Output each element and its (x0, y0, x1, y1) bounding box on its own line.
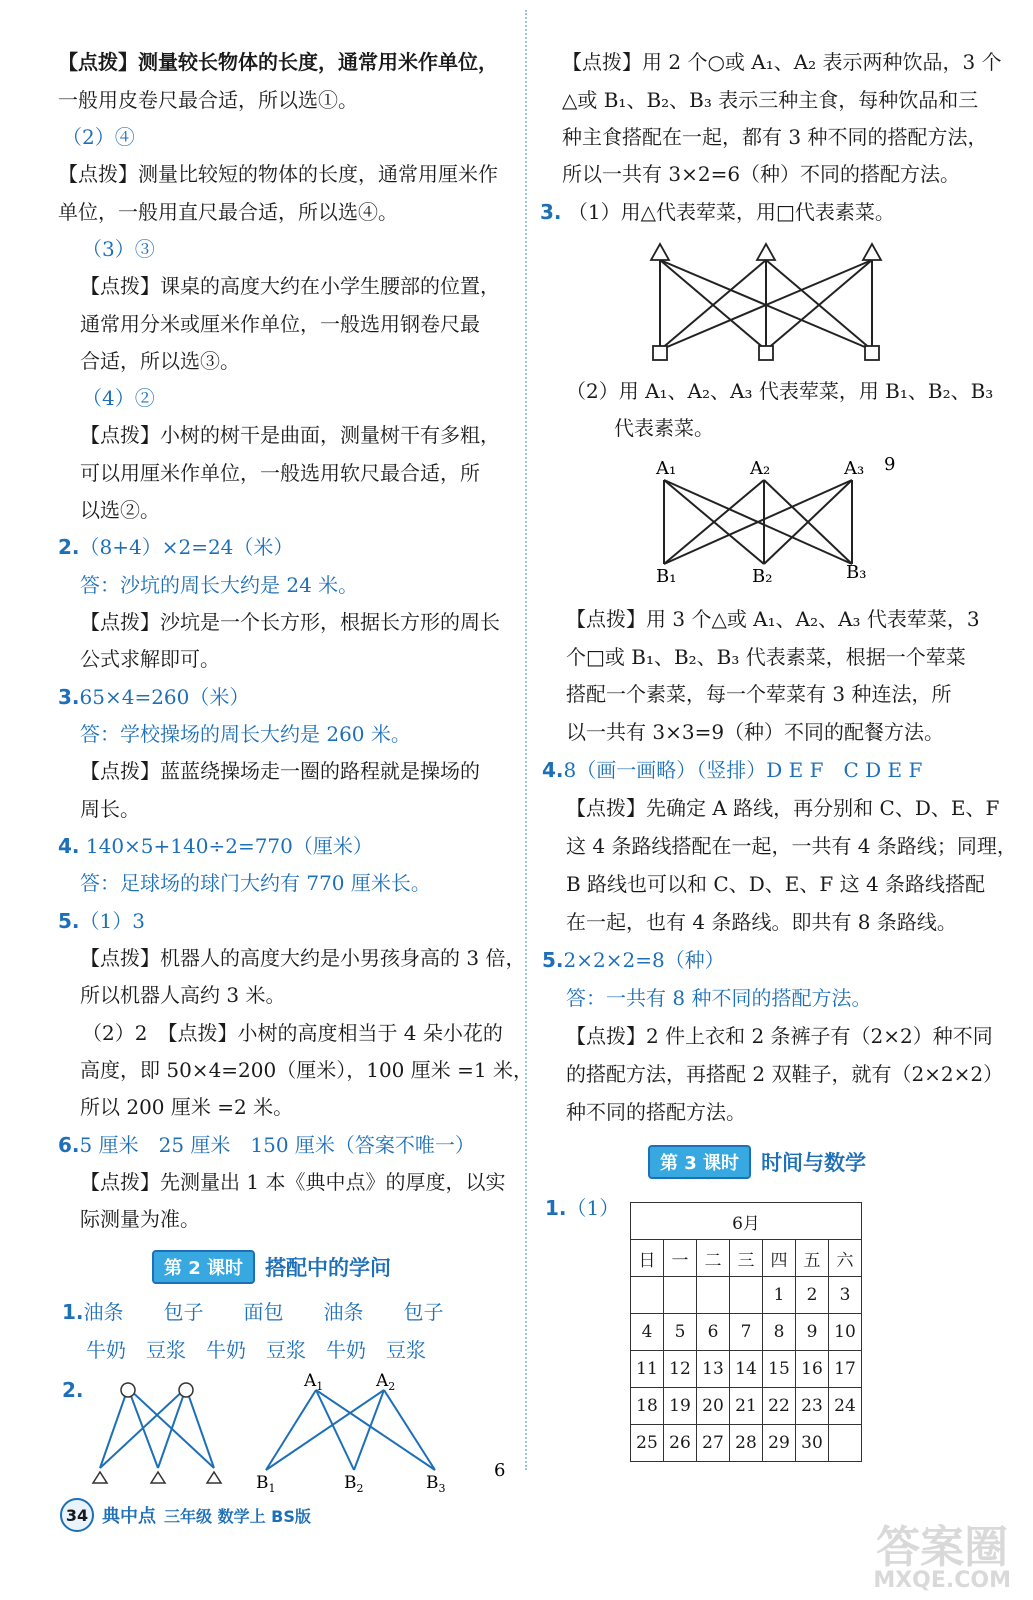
triangle-icon (151, 1472, 165, 1483)
calendar-day: 3 (829, 1277, 862, 1314)
text-line: 代表素菜。 (614, 416, 714, 440)
text-line: 种不同的搭配方法。 (566, 1100, 746, 1124)
calendar-day: 29 (763, 1425, 796, 1462)
lesson-2-heading (152, 1250, 391, 1284)
text-line: 【点拨】用 3 个△或 A₁、A₂、A₃ 代表荤菜，3 (566, 607, 980, 631)
text-line: 高度，即 50×4=200（厘米），100 厘米 =1 米， (80, 1058, 533, 1082)
calendar-week (631, 1388, 862, 1425)
weekday-header: 二 (697, 1240, 730, 1277)
text-line: 搭配一个素菜，每一个荤菜有 3 种连法，所 (566, 682, 952, 706)
calendar-month: 6月 (631, 1203, 862, 1240)
question-3: 3.65×4=260（米） (58, 685, 250, 709)
text-line: 【点拨】先确定 A 路线，再分别和 C、D、E、F (566, 796, 1000, 820)
weekday-header: 一 (664, 1240, 697, 1277)
text-line: 【点拨】小树的树干是曲面，测量树干有多粗， (80, 423, 500, 447)
count-six: 6 (494, 1460, 506, 1481)
text-line: 所以机器人高约 3 米。 (80, 983, 286, 1007)
question-4: 4. 140×5+140÷2=770（厘米） (58, 834, 373, 858)
calendar-day (664, 1277, 697, 1314)
calendar-day: 7 (730, 1314, 763, 1351)
answer-line: （4）② (82, 386, 155, 410)
june-calendar (630, 1202, 862, 1462)
watermark: 答案圈 MXQE.COM (873, 1522, 1011, 1593)
calendar-day (631, 1277, 664, 1314)
label-a1: A₁ (656, 458, 677, 479)
square-icon (759, 346, 773, 360)
calendar-day: 19 (664, 1388, 697, 1425)
text-line: 【点拨】用 2 个○或 A₁、A₂ 表示两种饮品，3 个 (562, 50, 1002, 74)
answer-line: 答：沙坑的周长大约是 24 米。 (80, 573, 359, 597)
answer-line: 答：足球场的球门大约有 770 厘米长。 (80, 871, 431, 895)
veg-pairing-diagram (640, 240, 890, 365)
calendar-day: 9 (796, 1314, 829, 1351)
question-6: 6.5 厘米 25 厘米 150 厘米（答案不唯一） (58, 1133, 475, 1157)
calendar-day: 17 (829, 1351, 862, 1388)
lesson-badge: 第 3 课时 (648, 1145, 751, 1179)
label-b1: B₁ (656, 566, 677, 587)
text-line: 【点拨】先测量出 1 本《典中点》的厚度，以实 (80, 1170, 506, 1194)
calendar-day: 2 (796, 1277, 829, 1314)
text-line: 公式求解即可。 (80, 647, 220, 671)
triangle-icon (863, 244, 881, 260)
text-line: 在一起，也有 4 条路线。即共有 8 条路线。 (566, 910, 957, 934)
square-icon (653, 346, 667, 360)
label-b3: B₃ (846, 562, 867, 583)
calendar-day: 25 (631, 1425, 664, 1462)
text-line: 【点拨】2 件上衣和 2 条裤子有（2×2）种不同 (566, 1024, 993, 1048)
page-number: 34 (60, 1498, 94, 1532)
ab-pairing-diagram (640, 448, 910, 588)
text-line: 单位，一般用直尺最合适，所以选④。 (58, 200, 398, 224)
lesson2-q1-row2: 牛奶 豆浆 牛奶 豆浆 牛奶 豆浆 (86, 1338, 426, 1362)
text-line: 的搭配方法，再搭配 2 双鞋子，就有（2×2×2） (566, 1062, 1004, 1086)
text-line: △或 B₁、B₂、B₃ 表示三种主食，每种饮品和三 (562, 88, 979, 112)
lesson-3-heading (648, 1145, 866, 1179)
text-line: 【点拨】测量较长物体的长度，通常用米作单位， (58, 50, 498, 74)
text-line: B 路线也可以和 C、D、E、F 这 4 条路线搭配 (566, 872, 986, 896)
calendar-day: 21 (730, 1388, 763, 1425)
label-b2: $B_2$ (344, 1473, 364, 1495)
question-5: 5.2×2×2=8（种） (542, 948, 725, 972)
label-b3: $B_3$ (426, 1473, 446, 1495)
text-line: 【点拨】课桌的高度大约在小学生腰部的位置， (80, 274, 500, 298)
weekday-header: 日 (631, 1240, 664, 1277)
text-line: 【点拨】测量比较短的物体的长度，通常用厘米作 (58, 162, 498, 186)
text-line: 一般用皮卷尺最合适，所以选①。 (58, 88, 358, 112)
brand-logo: 典中点 (102, 1506, 156, 1527)
calendar-day: 16 (796, 1351, 829, 1388)
label-a2: $A_2$ (376, 1371, 396, 1393)
calendar-day: 4 (631, 1314, 664, 1351)
text-line: 【点拨】沙坑是一个长方形，根据长方形的周长 (80, 610, 500, 634)
text-line: 【点拨】机器人的高度大约是小男孩身高的 3 倍， (80, 946, 526, 970)
calendar-day: 30 (796, 1425, 829, 1462)
calendar-week (631, 1314, 862, 1351)
calendar-day: 6 (697, 1314, 730, 1351)
calendar-day: 13 (697, 1351, 730, 1388)
triangle-icon (207, 1472, 221, 1483)
calendar-week (631, 1351, 862, 1388)
pairing-diagram-left (80, 1368, 530, 1498)
label-a2: A₂ (750, 458, 771, 479)
calendar-day (829, 1425, 862, 1462)
answer-line: （2）④ (62, 125, 135, 149)
weekday-header: 六 (829, 1240, 862, 1277)
weekday-header: 五 (796, 1240, 829, 1277)
calendar-day (697, 1277, 730, 1314)
text-line: 可以用厘米作单位，一般选用软尺最合适，所 (80, 461, 480, 485)
calendar-day: 27 (697, 1425, 730, 1462)
square-icon (865, 346, 879, 360)
text-line: 这 4 条路线搭配在一起，一共有 4 条路线；同理， (566, 834, 1017, 858)
text-line: 所以 200 厘米 =2 米。 (80, 1095, 294, 1119)
calendar-day: 24 (829, 1388, 862, 1425)
calendar-week (631, 1277, 862, 1314)
calendar-day: 18 (631, 1388, 664, 1425)
calendar-day (730, 1277, 763, 1314)
text-line: 以选②。 (80, 498, 160, 522)
label-b1: $B_1$ (256, 1473, 276, 1495)
triangle-icon (651, 244, 669, 260)
calendar-week (631, 1425, 862, 1462)
question-4: 4.8（画一画略）（竖排）D E F C D E F (542, 758, 923, 782)
count-nine: 9 (884, 454, 896, 475)
calendar-day: 15 (763, 1351, 796, 1388)
book-info: 三年级 数学上 BS版 (164, 1506, 311, 1526)
page-footer (60, 1498, 311, 1532)
lesson-title: 时间与数学 (761, 1151, 867, 1175)
calendar-day: 12 (664, 1351, 697, 1388)
text-line: 【点拨】蓝蓝绕操场走一圈的路程就是操场的 (80, 759, 480, 783)
lesson-title: 搭配中的学问 (265, 1256, 392, 1280)
circle-icon (121, 1383, 135, 1397)
text-line: （2）用 A₁、A₂、A₃ 代表荤菜，用 B₁、B₂、B₃ (566, 379, 994, 403)
calendar-day: 23 (796, 1388, 829, 1425)
lesson3-q1: 1.（1） (545, 1196, 620, 1220)
calendar-day: 10 (829, 1314, 862, 1351)
calendar-day: 1 (763, 1277, 796, 1314)
weekday-header: 四 (763, 1240, 796, 1277)
calendar-day: 22 (763, 1388, 796, 1425)
lesson2-q1-row1: 1.油条 包子 面包 油条 包子 (62, 1300, 444, 1324)
calendar-day: 20 (697, 1388, 730, 1425)
circle-icon (179, 1383, 193, 1397)
text-line: 以一共有 3×3=9（种）不同的配餐方法。 (566, 720, 945, 744)
weekday-header: 三 (730, 1240, 763, 1277)
label-a3: A₃ (844, 458, 865, 479)
question-5: 5.（1）3 (58, 909, 145, 933)
text-line: 个□或 B₁、B₂、B₃ 代表素菜，根据一个荤菜 (566, 645, 966, 669)
text-line: （2）2 【点拨】小树的高度相当于 4 朵小花的 (82, 1021, 503, 1045)
calendar-day: 28 (730, 1425, 763, 1462)
lesson2-q2-num: 2. (62, 1378, 84, 1402)
answer-line: 答：一共有 8 种不同的搭配方法。 (566, 986, 872, 1010)
calendar-day: 5 (664, 1314, 697, 1351)
calendar-day: 11 (631, 1351, 664, 1388)
text-line: 合适，所以选③。 (80, 349, 240, 373)
label-a1: $A_1$ (304, 1371, 324, 1393)
label-b2: B₂ (752, 566, 773, 587)
text-line: 周长。 (80, 797, 140, 821)
question-3: 3. （1）用△代表荤菜，用□代表素菜。 (540, 200, 895, 224)
calendar-day: 14 (730, 1351, 763, 1388)
lesson-badge: 第 2 课时 (152, 1250, 255, 1284)
text-line: 际测量为准。 (80, 1207, 200, 1231)
answer-line: 答：学校操场的周长大约是 260 米。 (80, 722, 411, 746)
calendar-day: 8 (763, 1314, 796, 1351)
text-line: 所以一共有 3×2=6（种）不同的搭配方法。 (562, 162, 961, 186)
question-2: 2.（8+4）×2=24（米） (58, 535, 294, 559)
text-line: 种主食搭配在一起，都有 3 种不同的搭配方法， (562, 125, 988, 149)
calendar-day: 26 (664, 1425, 697, 1462)
answer-line: （3）③ (82, 237, 155, 261)
column-divider (525, 10, 527, 1470)
triangle-icon (93, 1472, 107, 1483)
triangle-icon (757, 244, 775, 260)
text-line: 通常用分米或厘米作单位，一般选用钢卷尺最 (80, 312, 480, 336)
